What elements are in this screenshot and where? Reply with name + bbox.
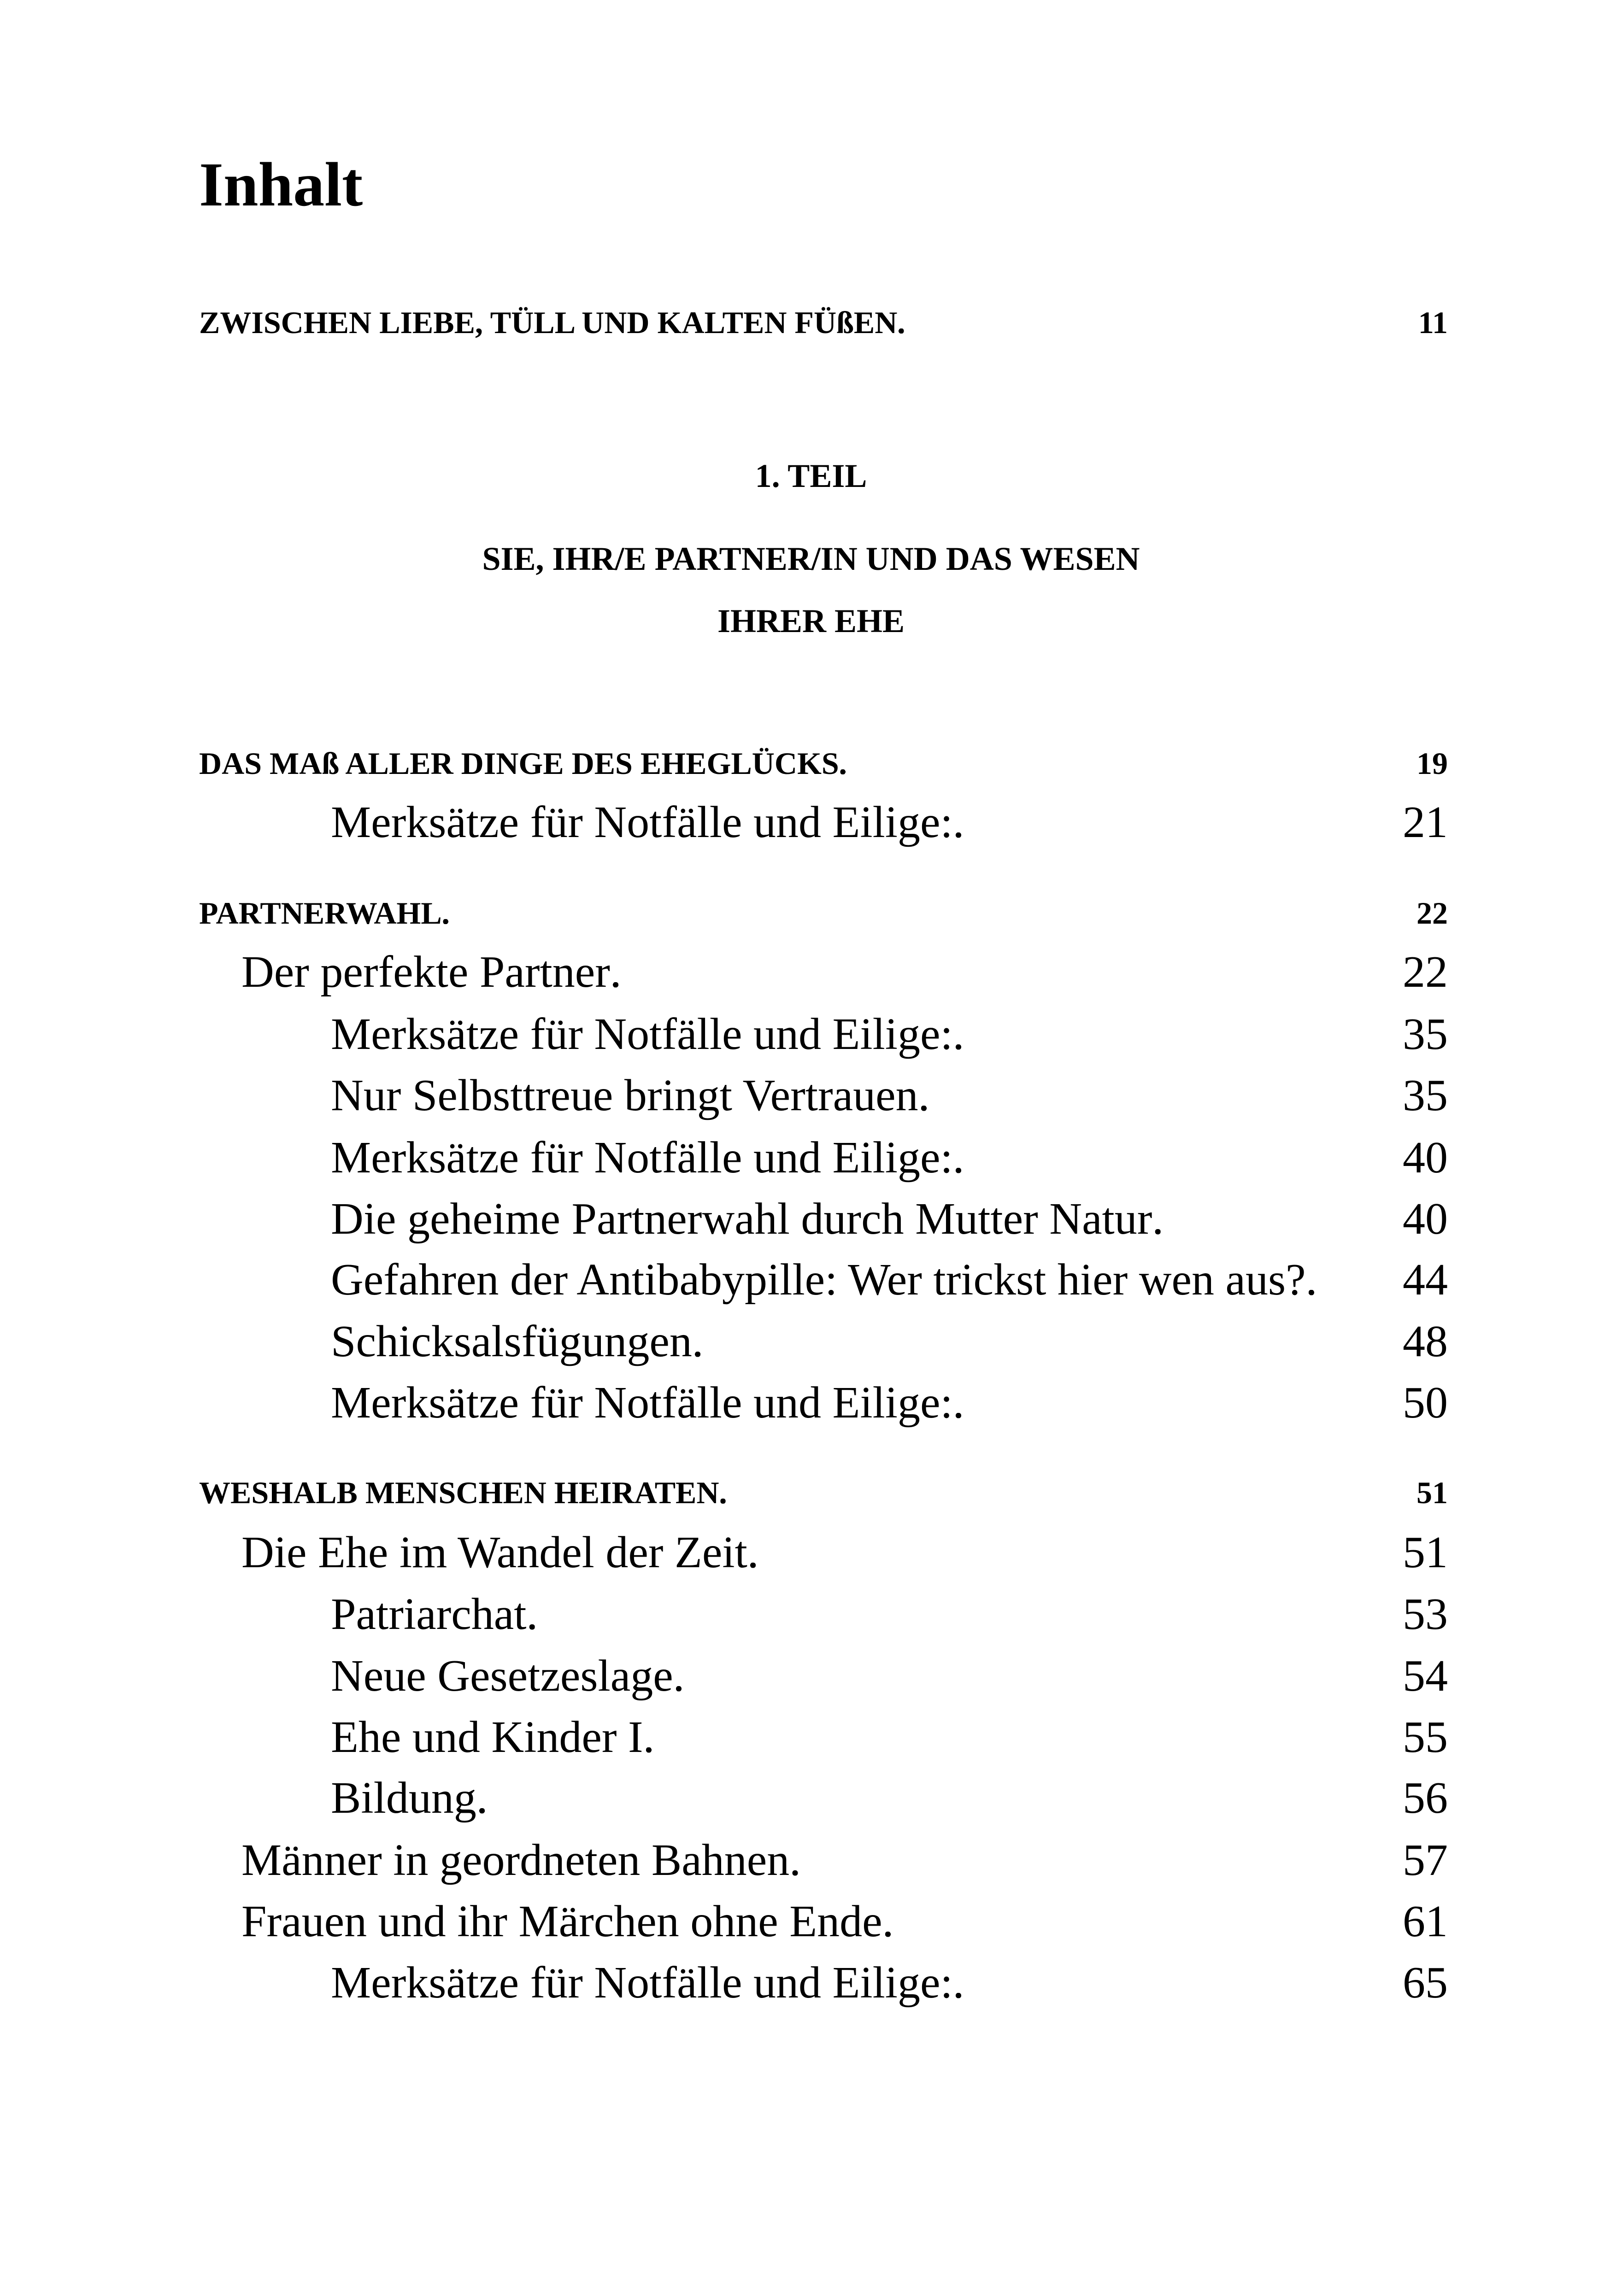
toc-entry [199, 745, 1448, 783]
part-title-line-2: IHRER EHE [717, 603, 905, 639]
dot-leader [918, 1069, 1396, 1123]
toc-entry-page: 56 [1403, 1773, 1448, 1823]
toc-entry-title: Nur Selbsttreue bringt Vertrauen [331, 1071, 918, 1120]
dot-leader [953, 1007, 1396, 1062]
toc-entry-title: Merksätze für Notfälle und Eilige: [331, 1009, 953, 1059]
dot-leader [953, 1131, 1396, 1185]
toc-entry-title: Merksätze für Notfälle und Eilige: [331, 1378, 953, 1428]
toc-entry-page: 50 [1403, 1378, 1448, 1428]
dot-leader [953, 1956, 1396, 2010]
toc-entry-page: 21 [1403, 797, 1448, 847]
toc-entry-page: 65 [1403, 1958, 1448, 2008]
toc-entry-page: 61 [1403, 1897, 1448, 1946]
toc-entry-title: Gefahren der Antibabypille: Wer trickst hier wen aus? [331, 1255, 1306, 1305]
toc-entry-page: 40 [1403, 1194, 1448, 1244]
toc-entry-title: Männer in geordneten Bahnen [241, 1835, 790, 1885]
toc-entry-title: Die Ehe im Wandel der Zeit [241, 1528, 747, 1577]
toc-entry [241, 1526, 1448, 1580]
toc-entry-page: 44 [1403, 1255, 1448, 1305]
toc-entry-page: 19 [1416, 746, 1448, 781]
toc-entry-title: Der perfekte Partner [241, 947, 610, 997]
toc-entry [331, 1192, 1448, 1247]
toc-entry-title: PARTNERWAHL [199, 896, 442, 931]
toc-entry [331, 1956, 1448, 2010]
toc-entry [331, 1771, 1448, 1826]
toc-entry-title: Ehe und Kinder I [331, 1712, 643, 1762]
toc-entry-page: 57 [1403, 1835, 1448, 1885]
toc-entry-title: DAS MAß ALLER DINGE DES EHEGLÜCKS [199, 746, 839, 781]
dot-leader [839, 745, 1410, 783]
toc-entry-page: 53 [1403, 1589, 1448, 1639]
dot-leader [692, 1315, 1396, 1369]
toc-entry-page: 22 [1416, 896, 1448, 931]
toc-entry [241, 1833, 1448, 1888]
dot-leader [643, 1710, 1396, 1765]
toc-entry-page: 55 [1403, 1712, 1448, 1762]
dot-leader [882, 1895, 1396, 1949]
toc-entry-title: WESHALB MENSCHEN HEIRATEN [199, 1475, 719, 1510]
toc-entry [241, 945, 1448, 1000]
toc-entry-title: ZWISCHEN LIEBE, TÜLL UND KALTEN FÜßEN [199, 305, 898, 340]
toc-entry-page: 35 [1403, 1009, 1448, 1059]
part-title-line-1: SIE, IHR/E PARTNER/IN UND DAS WESEN [482, 540, 1140, 577]
dot-leader [953, 1376, 1396, 1430]
dot-leader [719, 1474, 1410, 1512]
toc-entry-title: Neue Gesetzeslage [331, 1651, 673, 1701]
toc-entry [331, 1069, 1448, 1123]
dot-leader [953, 796, 1396, 850]
toc-entry [331, 1587, 1448, 1642]
toc-entry [199, 895, 1448, 932]
toc-entry-page: 22 [1403, 947, 1448, 997]
dot-leader [897, 304, 1411, 342]
toc-entry-page: 35 [1403, 1071, 1448, 1120]
toc-entry-title: Merksätze für Notfälle und Eilige: [331, 797, 953, 847]
toc-entry [331, 796, 1448, 850]
toc-entry [241, 1895, 1448, 1949]
toc-entry-page: 40 [1403, 1133, 1448, 1183]
toc-entry-title: Die geheime Partnerwahl durch Mutter Natur [331, 1194, 1152, 1244]
toc-entry [331, 1710, 1448, 1765]
toc-entry-page: 11 [1418, 305, 1448, 340]
dot-leader [747, 1526, 1396, 1580]
toc-entry-title: Patriarchat [331, 1589, 527, 1639]
toc-entry [331, 1253, 1448, 1307]
toc-entry-title: Merksätze für Notfälle und Eilige: [331, 1133, 953, 1183]
dot-leader [1152, 1192, 1396, 1247]
toc-entry-title: Schicksalsfügungen [331, 1317, 692, 1366]
dot-leader [442, 895, 1410, 932]
toc-entry-title: Merksätze für Notfälle und Eilige: [331, 1958, 953, 2008]
dot-leader [526, 1587, 1396, 1642]
toc-entry [199, 304, 1448, 342]
page-title: Inhalt [199, 150, 363, 219]
toc-entry [331, 1649, 1448, 1704]
toc-entry-page: 48 [1403, 1317, 1448, 1366]
dot-leader [476, 1771, 1396, 1826]
toc-entry-page: 51 [1403, 1528, 1448, 1577]
toc-entry-title: Bildung [331, 1773, 476, 1823]
dot-leader [789, 1833, 1396, 1888]
toc-entry [331, 1315, 1448, 1369]
dot-leader [1306, 1253, 1396, 1307]
dot-leader [673, 1649, 1396, 1704]
toc-entry [331, 1376, 1448, 1430]
toc-entry-page: 54 [1403, 1651, 1448, 1701]
part-number: 1. TEIL [755, 457, 867, 494]
toc-entry-page: 51 [1416, 1475, 1448, 1510]
dot-leader [610, 945, 1396, 1000]
toc-entry [331, 1007, 1448, 1062]
toc-entry [199, 1474, 1448, 1512]
toc-entry [331, 1131, 1448, 1185]
toc-entry-title: Frauen und ihr Märchen ohne Ende [241, 1897, 882, 1946]
